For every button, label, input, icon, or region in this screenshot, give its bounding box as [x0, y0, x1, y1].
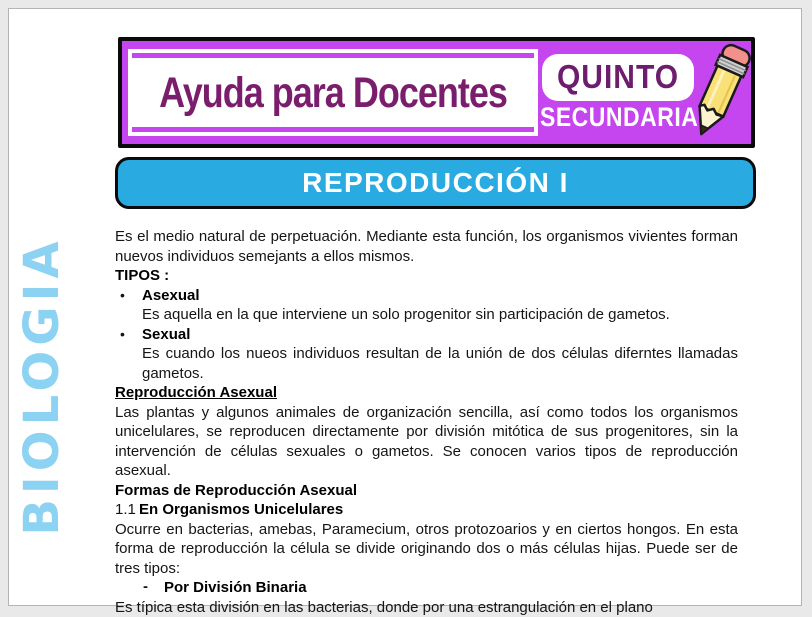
- dash-item-division-binaria: [115, 578, 738, 598]
- lesson-content: [115, 227, 738, 617]
- grade-box: [542, 54, 694, 101]
- numbered-section-1-1: [115, 500, 738, 520]
- dash-marker: -: [143, 577, 148, 597]
- subject-vertical-label: BIOLOGIA: [14, 236, 70, 535]
- bullet-icon: •: [120, 286, 125, 306]
- section-title: En Organismos Unicelulares: [139, 500, 343, 520]
- bullet-description: Es aquella en la que interviene un solo progenitor sin participación de gametos.: [142, 305, 738, 325]
- asexual-heading: Reproducción Asexual: [115, 383, 738, 403]
- asexual-paragraph: Las plantas y algunos animales de organización sencilla, así como todos los organismos unicelulares, se reproducen directamente por división mitótica de sus progenitores, sin la intervención de células sexuales o gametos. Se conocen varios tipos de reproducción asexual.: [115, 403, 738, 481]
- brand-banner: [118, 37, 755, 148]
- band-stripe-bottom: [132, 127, 534, 132]
- bullet-item-asexual: [115, 286, 738, 325]
- dash-item-label: Por División Binaria: [164, 579, 307, 596]
- clipped-paragraph: Es típica esta división en las bacterias, donde por una estrangulación en el plano: [115, 598, 738, 617]
- tipos-heading: TIPOS :: [115, 266, 738, 286]
- document-page: [8, 8, 802, 606]
- section-paragraph: Ocurre en bacterias, amebas, Paramecium, otros protozoarios y en ciertos hongos. En esta forma de reproducción la célula se divide originando dos o más células hijas. Puede ser de tres tipos:: [115, 520, 738, 579]
- pencil-icon: [687, 41, 753, 143]
- level-label: SECUNDARIA: [540, 102, 696, 133]
- bullet-item-sexual: [115, 325, 738, 384]
- section-number: 1.1: [115, 500, 139, 520]
- lesson-title: REPRODUCCIÓN I: [302, 167, 569, 199]
- brand-band: [128, 49, 538, 136]
- bullet-label: Sexual: [142, 325, 738, 345]
- intro-paragraph: Es el medio natural de perpetuación. Mediante esta función, los organismos vivientes forman nuevos individuos semejants a ellos mismos.: [115, 227, 738, 266]
- lesson-title-bar: [115, 157, 756, 209]
- band-stripe-top: [132, 53, 534, 58]
- brand-title: Ayuda para Docentes: [159, 68, 507, 118]
- bullet-label: Asexual: [142, 286, 738, 306]
- formas-heading: Formas de Reproducción Asexual: [115, 481, 738, 501]
- grade-label: QUINTO: [557, 59, 679, 96]
- bullet-description: Es cuando los nueos individuos resultan de la unión de dos células diferntes llamadas gametos.: [142, 344, 738, 383]
- bullet-icon: •: [120, 325, 125, 345]
